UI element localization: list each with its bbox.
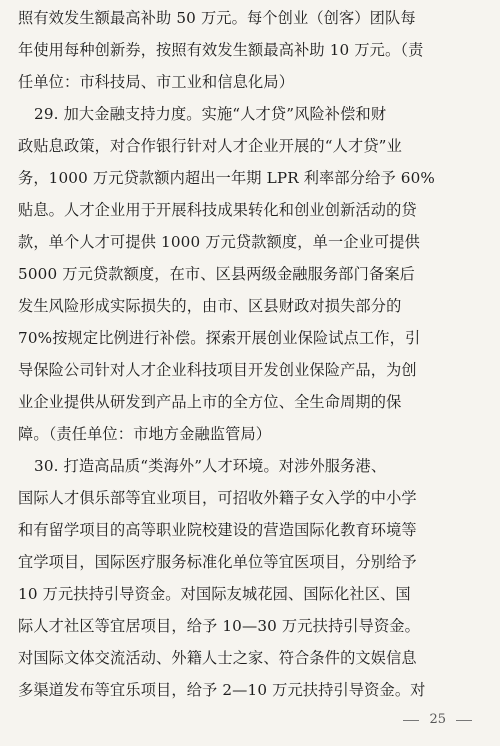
footer-dash-left [403,720,419,721]
paragraph-heading-30: 30. 打造高品质“类海外”人才环境。对涉外服务港、 [34,457,387,475]
text-line: 70%按规定比例进行补偿。探索开展创业保险试点工作，引 [18,329,421,347]
text-line: 障。（责任单位：市地方金融监管局） [18,425,272,443]
text-line: 际人才社区等宜居项目，给予 10—30 万元扶持引导资金。 [18,617,420,635]
text-line: 发生风险形成实际损失的，由市、区县财政对损失部分的 [18,297,402,315]
text-line: 10 万元扶持引导资金。对国际友城花园、国际化社区、国 [18,585,411,603]
text-line: 政贴息政策，对合作银行针对人才企业开展的“人才贷”业 [18,137,402,155]
text-line: 导保险公司针对人才企业科技项目开发创业保险产品，为创 [18,361,417,379]
text-line: 款，单个人才可提供 1000 万元贷款额度，单一企业可提供 [18,233,420,251]
text-line: 贴息。人才企业用于开展科技成果转化和创业创新活动的贷 [18,201,417,219]
text-line: 和有留学项目的高等职业院校建设的营造国际化教育环境等 [18,521,417,539]
text-line: 照有效发生额最高补助 50 万元。每个创业（创客）团队每 [18,9,416,27]
text-line: 任单位：市科技局、市工业和信息化局） [18,73,295,91]
text-line: 国际人才俱乐部等宜业项目，可招收外籍子女入学的中小学 [18,489,417,507]
paragraph-heading-29: 29. 加大金融支持力度。实施“人才贷”风险补偿和财 [34,105,387,123]
text-line: 多渠道发布等宜乐项目，给予 2—10 万元扶持引导资金。对 [18,681,426,699]
text-line: 5000 万元贷款额度，在市、区县两级金融服务部门备案后 [18,265,415,283]
text-line: 业企业提供从研发到产品上市的全方位、全生命周期的保 [18,393,402,411]
page-footer [403,710,472,730]
text-line: 务，1000 万元贷款额内超出一年期 LPR 利率部分给予 60% [18,169,435,187]
footer-dash-right [456,720,472,721]
text-line: 对国际文体交流活动、外籍人士之家、符合条件的文娱信息 [18,649,417,667]
text-line: 宜学项目，国际医疗服务标准化单位等宜医项目，分别给予 [18,553,417,571]
text-line: 年使用每种创新券，按照有效发生额最高补助 10 万元。（责 [18,41,424,59]
page-number: 25 [429,712,446,727]
